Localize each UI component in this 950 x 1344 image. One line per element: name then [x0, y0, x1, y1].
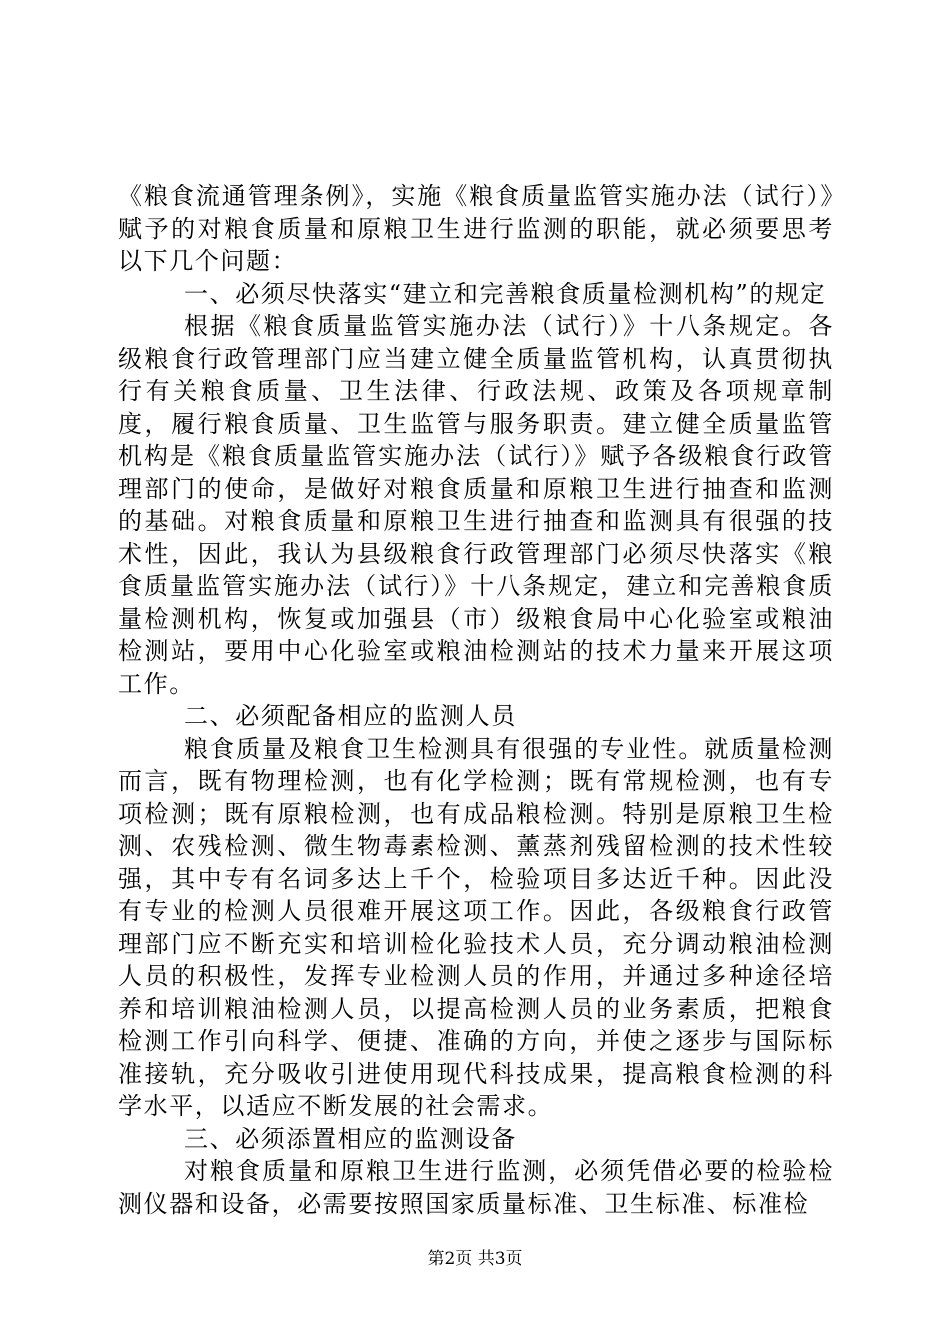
paragraph-section-3: 对粮食质量和原粮卫生进行监测，必须凭借必要的检验检测仪器和设备，必需要按照国家质量标准、卫生标准、标准检 — [118, 1157, 834, 1218]
section-heading-3: 三、必须添置相应的监测设备 — [184, 1124, 517, 1153]
paragraph-section-2: 粮食质量及粮食卫生检测具有很强的专业性。就质量检测而言，既有物理检测，也有化学检测；既有常规检测，也有专项检测；既有原粮检测，也有成品粮检测。特别是原粮卫生检测、农残检测、微生物毒素检测、薰蒸剂残留检测的技术性较强，其中专有名词多达上千个，检验项目多达近千种。因此没有专业的检测人员很难开展这项工作。因此，各级粮食行政管理部门应不断充实和培训检化验技术人员，充分调动粮油检测人员的积极性，发挥专业检测人员的作用，并通过多种途径培养和培训粮油检测人员，以提高检测人员的业务素质，把粮食检测工作引向科学、便捷、准确的方向，并使之逐步与国际标准接轨，充分吸收引进使用现代科技成果，提高粮食检测的科学水平，以适应不断发展的社会需求。 — [118, 734, 834, 1120]
paragraph-intro-continuation: 《粮食流通管理条例》，实施《粮食质量监管实施办法（试行）》赋予的对粮食质量和原粮卫生进行监测的职能，就必须要思考以下几个问题： — [118, 182, 834, 275]
section-heading-1: 一、必须尽快落实“建立和完善粮食质量检测机构”的规定 — [184, 279, 827, 308]
section-heading-2: 二、必须配备相应的监测人员 — [184, 702, 517, 730]
page-footer — [0, 1244, 950, 1269]
page-indicator: 第2页 共3页 — [427, 1249, 523, 1269]
document-body — [118, 180, 834, 1220]
paragraph-section-1: 根据《粮食质量监管实施办法（试行）》十八条规定。各级粮食行政管理部门应当建立健全质量监管机构，认真贯彻执行有关粮食质量、卫生法律、行政法规、政策及各项规章制度，履行粮食质量、卫生监管与服务职责。建立健全质量监管机构是《粮食质量监管实施办法（试行）》赋予各级粮食行政管理部门的使命，是做好对粮食质量和原粮卫生进行抽查和监测的基础。对粮食质量和原粮卫生进行抽查和监测具有很强的技术性，因此，我认为县级粮食行政管理部门必须尽快落实《粮食质量监管实施办法（试行）》十八条规定，建立和完善粮食质量检测机构，恢复或加强县（市）级粮食局中心化验室或粮油检测站，要用中心化验室或粮油检测站的技术力量来开展这项工作。 — [118, 312, 834, 698]
